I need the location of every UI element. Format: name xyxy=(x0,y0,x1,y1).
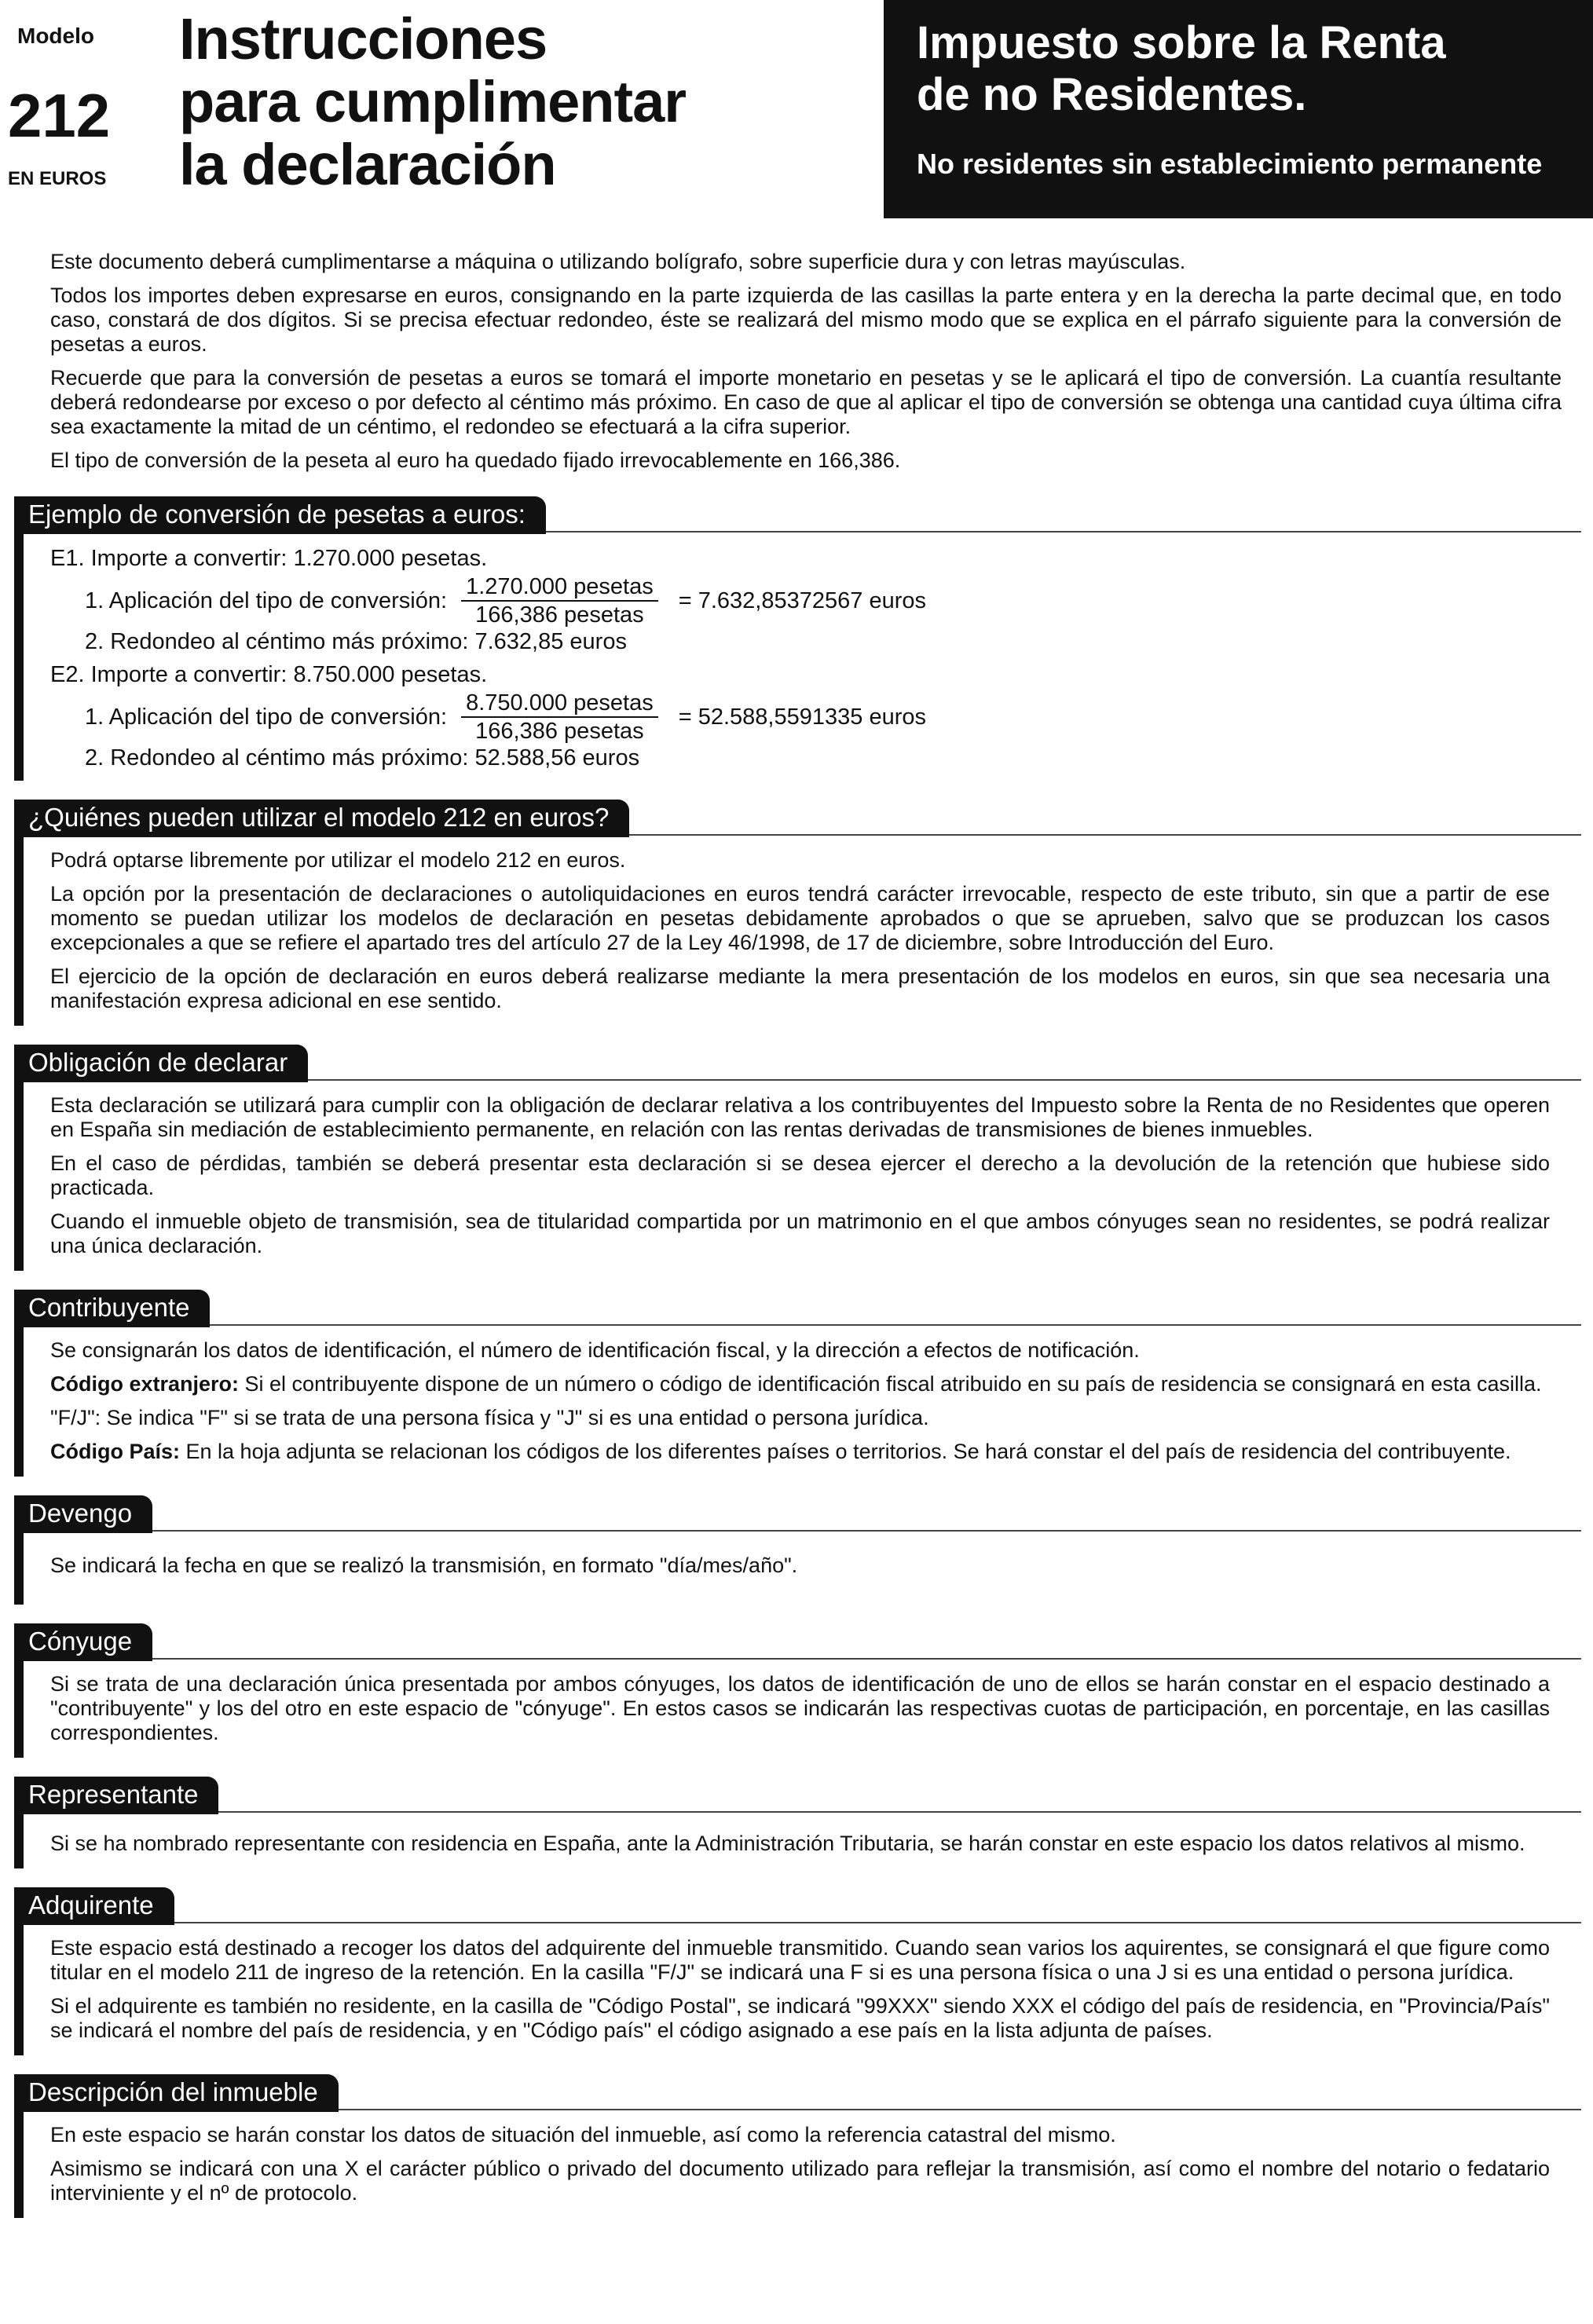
section-heading: Ejemplo de conversión de pesetas a euros: xyxy=(14,496,546,534)
modelo-subtitle: EN EUROS xyxy=(8,168,107,189)
example-2-step-1 xyxy=(85,690,1550,745)
section-rule xyxy=(14,1658,1581,1660)
section-representante xyxy=(14,1777,1581,1873)
intro-paragraph: Todos los importes deben expresarse en euros, consignando en la parte izquierda de las casillas la parte entera y en la derecha la parte decimal que, en todo caso, constará de dos dígitos. Si se precisa efectuar redondeo, éste se realizará del mismo modo que se explica en el párrafo siguiente para la conversión de pesetas a euros. xyxy=(50,284,1562,356)
example-1-step-1 xyxy=(85,573,1550,628)
section-heading: Adquirente xyxy=(14,1887,174,1925)
page-header xyxy=(0,0,1593,228)
intro-paragraph: Recuerde que para la conversión de pesetas a euros se tomará el importe monetario en pesetas y se le aplicará el tipo de conversión. La cuantía resultante deberá redondearse por exceso o por defecto al céntimo más próximo. En caso de que al aplicar el tipo de conversión se obtenga una cantidad cuya última cifra sea exactamente la mitad de un céntimo, el redondeo se efectuará a la cifra superior. xyxy=(50,366,1562,438)
fraction-numerator: 8.750.000 pesetas xyxy=(461,690,658,718)
section-heading: ¿Quiénes pueden utilizar el modelo 212 en euros? xyxy=(14,800,629,837)
example-2-line: E2. Importe a convertir: 8.750.000 pesetas. xyxy=(50,662,488,687)
example-1-step-2: 2. Redondeo al céntimo más próximo: 7.632,85 euros xyxy=(85,629,627,654)
section-descripcion xyxy=(14,2074,1581,2223)
section-bar xyxy=(14,1068,24,1271)
fraction xyxy=(461,573,658,628)
section-rule xyxy=(14,1922,1581,1923)
modelo-number: 212 xyxy=(8,81,111,150)
section-paragraph: En este espacio se harán constar los datos de situación del inmueble, así como la referencia catastral del mismo. xyxy=(50,2123,1116,2146)
example-body xyxy=(14,534,1581,785)
section-heading: Descripción del inmueble xyxy=(14,2074,339,2112)
tax-title-line-2: de no Residentes. xyxy=(917,69,1307,120)
conversion-result: = 52.588,5591335 euros xyxy=(678,705,926,730)
section-heading: Obligación de declarar xyxy=(14,1045,308,1082)
section-paragraph: En el caso de pérdidas, también se deberá presentar esta declaración si se desea ejercer el derecho a la devolución de la retención que hubiese sido practicada. xyxy=(50,1151,1550,1199)
section-paragraph: Asimismo se indicará con una X el carácter público o privado del documento utilizado para reflejar la transmisión, así como el nombre del notario o fedatario interviniente y el nº de protocolo. xyxy=(50,2157,1550,2205)
section-bar xyxy=(14,2098,24,2218)
example-2-step-2: 2. Redondeo al céntimo más próximo: 52.588,56 euros xyxy=(85,745,640,770)
section-bar xyxy=(14,1911,24,2055)
section-paragraph: La opción por la presentación de declaraciones o autoliquidaciones en euros tendrá carácter irrevocable, respecto de este tributo, sin que a partir de ese momento se puedan utilizar los modelos de declaración en pesetas debidamente aprobados o que se aprueben, salvo que se produzcan los casos excepcionales a que se refiere el apartado tres del artículo 27 de la Ley 46/1998, de 17 de diciembre, sobre Introducción del Euro. xyxy=(50,882,1550,954)
title-line-3: la declaración xyxy=(179,132,556,197)
intro-section xyxy=(0,236,1593,473)
section-paragraph: Si el adquirente es también no residente, en la casilla de "Código Postal", se indicará "99XXX" siendo XXX el código del país de residencia, en "Provincia/País" se indicará el nombre del país de residencia, y en "Código país" el código asignado a ese país en la lista adjunta de países. xyxy=(50,1994,1550,2042)
section-paragraph: Se indicará la fecha en que se realizó la transmisión, en formato "día/mes/año". xyxy=(50,1554,798,1577)
section-rule xyxy=(14,1324,1581,1326)
section-paragraph: Podrá optarse libremente por utilizar el modelo 212 en euros. xyxy=(50,848,626,872)
term-text: Si el contribuyente dispone de un número o código de identificación fiscal atribuido en su país de residencia se consignará en esta casilla. xyxy=(239,1372,1542,1396)
section-paragraph: "F/J": Se indica "F" si se trata de una persona física y "J" si es una entidad o persona jurídica. xyxy=(50,1406,929,1429)
section-heading: Cónyuge xyxy=(14,1623,152,1661)
section-paragraph: Esta declaración se utilizará para cumplir con la obligación de declarar relativa a los contribuyentes del Impuesto sobre la Renta de no Residentes que operen en España sin mediación de establecimiento permanente, en relación con las rentas derivadas de transmisiones de bienes inmuebles. xyxy=(50,1093,1550,1141)
fraction-denominator: 166,386 pesetas xyxy=(475,602,644,628)
section-rule xyxy=(14,1811,1581,1813)
section-obligacion xyxy=(14,1045,1581,1275)
tax-title-box xyxy=(884,0,1593,218)
conversion-result: = 7.632,85372567 euros xyxy=(678,588,926,613)
section-bar xyxy=(14,1313,24,1477)
intro-paragraph: El tipo de conversión de la peseta al euro ha quedado fijado irrevocablemente en 166,386. xyxy=(50,448,901,472)
section-paragraph: Este espacio está destinado a recoger los datos del adquirente del inmueble transmitido. Cuando sean varios los aquirentes, se consignará el que figure como titular en el modelo 211 de ingreso de la retención. En la casilla "F/J" se indicará una F si es una persona física o una J si es una entidad o persona jurídica. xyxy=(50,1936,1550,1984)
title-line-1: Instrucciones xyxy=(179,6,547,71)
fraction xyxy=(461,690,658,745)
section-paragraph: Si se ha nombrado representante con residencia en España, ante la Administración Tributaria, se harán constar en este espacio los datos relativos al mismo. xyxy=(50,1832,1525,1855)
intro-paragraph: Este documento deberá cumplimentarse a máquina o utilizando bolígrafo, sobre superficie dura y con letras mayúsculas. xyxy=(50,250,1186,273)
fraction-denominator: 166,386 pesetas xyxy=(475,719,644,744)
section-adquirente xyxy=(14,1887,1581,2060)
page-title xyxy=(179,8,729,196)
section-paragraph xyxy=(50,1440,1550,1464)
section-contribuyente xyxy=(14,1290,1581,1481)
section-bar xyxy=(14,1647,24,1758)
section-paragraph: El ejercicio de la opción de declaración en euros deberá realizarse mediante la mera presentación de los modelos en euros, sin que sea necesaria una manifestación expresa adicional en ese sentido. xyxy=(50,964,1550,1012)
term-text: En la hoja adjunta se relacionan los códigos de los diferentes países o territorios. Se hará constar el del país de residencia del contribuyente. xyxy=(180,1440,1511,1463)
section-rule xyxy=(14,1530,1581,1532)
section-conyuge xyxy=(14,1623,1581,1762)
term-label: Código País: xyxy=(50,1440,181,1463)
section-quienes xyxy=(14,800,1581,1030)
section-paragraph: Se consignarán los datos de identificación, el número de identificación fiscal, y la dirección a efectos de notificación. xyxy=(50,1338,1140,1362)
title-line-2: para cumplimentar xyxy=(179,69,687,134)
modelo-label: Modelo xyxy=(17,24,94,48)
section-paragraph xyxy=(50,1372,1550,1396)
fraction-numerator: 1.270.000 pesetas xyxy=(461,573,658,602)
section-paragraph: Si se trata de una declaración única presentada por ambos cónyuges, los datos de identificación de uno de ellos se harán constar en el espacio destinado a "contribuyente" y los del otro en este espacio de "cónyuge". En estos casos se indicarán las respectivas cuotas de participación, en porcentaje, en las casillas correspondientes. xyxy=(50,1672,1550,1744)
section-heading: Contribuyente xyxy=(14,1290,210,1327)
section-bar xyxy=(14,520,24,781)
tax-subtitle: No residentes sin establecimiento permanente xyxy=(917,148,1543,180)
document-body xyxy=(0,236,1593,2237)
section-paragraph: Cuando el inmueble objeto de transmisión, sea de titularidad compartida por un matrimonio en el que ambos cónyuges sean no residentes, se podrá realizar una única declaración. xyxy=(50,1210,1550,1257)
section-bar xyxy=(14,823,24,1026)
section-example xyxy=(14,496,1581,785)
section-devengo xyxy=(14,1495,1581,1609)
example-1-line: E1. Importe a convertir: 1.270.000 pesetas. xyxy=(50,546,488,571)
section-heading: Representante xyxy=(14,1777,218,1814)
section-heading: Devengo xyxy=(14,1495,152,1533)
step-label: 1. Aplicación del tipo de conversión: xyxy=(85,705,448,730)
term-label: Código extranjero: xyxy=(50,1372,240,1396)
tax-title-line-1: Impuesto sobre la Renta xyxy=(917,17,1446,68)
step-label: 1. Aplicación del tipo de conversión: xyxy=(85,588,448,613)
